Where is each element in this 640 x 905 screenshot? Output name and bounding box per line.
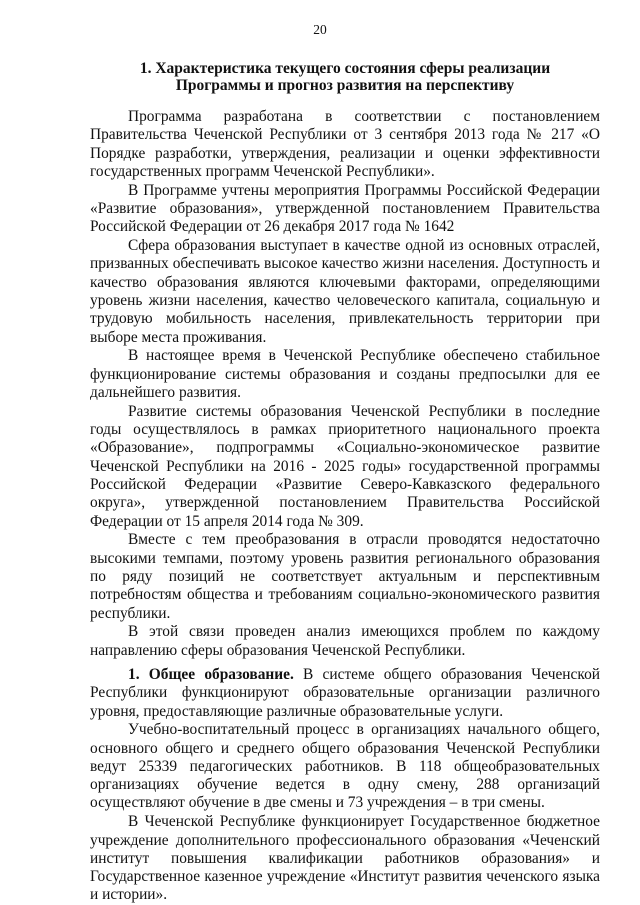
section-heading-line-2: Программы и прогноз развития на перспективу <box>175 77 515 94</box>
paragraph-general-education <box>90 666 600 721</box>
document-body <box>90 108 600 905</box>
general-education-lead: 1. Общее образование. <box>128 665 294 683</box>
paragraph-problem-analysis: В этой связи проведен анализ имеющихся проблем по каждому направлению сферы образования Чеченской Республики. <box>90 623 600 659</box>
paragraph-education-sphere: Сфера образования выступает в качестве одной из основных отраслей, призванных обеспечивать высокое качество жизни населения. Доступность и качество образования являются ключевыми факторами, определяющими уровень жизни населения, качество человеческого капитала, социальную и трудовую мобильность населения, привлекательность территории при выборе места проживания. <box>90 237 600 346</box>
section-heading <box>90 60 600 94</box>
paragraph-slow-transformation: Вместе с тем преобразования в отрасли проводятся недостаточно высокими темпами, поэтому уровень развития регионального образования по ряду позиций не соответствует актуальным и перспективным потребностям общества и требованиям социально-экономического развития республики. <box>90 531 600 622</box>
paragraph-development-history: Развитие системы образования Чеченской Республики в последние годы осуществлялось в рамках приоритетного национального проекта «Образование», подпрограммы «Социально-экономическое развитие Чеченской Республики на 2016 - 2025 годы» государственной программы Российской Федерации «Развитие Северо-Кавказского федерального округа», утвержденной постановлением Правительства Российской Федерации от 15 апреля 2014 года № 309. <box>90 402 600 530</box>
general-education-text: В системе общего образования Чеченской Республики функционируют образовательные организации различного уровня, предоставляющие различные образовательные услуги. <box>90 665 600 720</box>
paragraph-institutions: В Чеченской Республике функционирует Государственное бюджетное учреждение дополнительного профессионального образования «Чеченский институт повышения квалификации работников образования» и Государственное казенное учреждение «Институт развития чеченского языка и истории». <box>90 813 600 904</box>
paragraph-current-state: В настоящее время в Чеченской Республике обеспечено стабильное функционирование системы образования и созданы предпосылки для ее дальнейшего развития. <box>90 347 600 401</box>
paragraph-program-basis: Программа разработана в соответствии с постановлением Правительства Чеченской Республики от 3 сентября 2013 года № 217 «О Порядке разработки, утверждения, реализации и оценки эффективности государственных программ Чеченской Республики». <box>90 108 600 180</box>
paragraph-federal-program: В Программе учтены мероприятия Программы Российской Федерации «Развитие образования», утвержденной постановлением Правительства Российской Федерации от 26 декабря 2017 года № 1642 <box>90 181 600 236</box>
page-number: 20 <box>313 22 327 37</box>
paragraph-teaching-staff: Учебно-воспитательный процесс в организациях начального общего, основного общего и среднего общего образования Чеченской Республики ведут 25339 педагогических работников. В 118 общеобразовательных организациях обучение ведется в одну смену, 288 организаций осуществляют обучение в две смены и 73 учреждения – в три смены. <box>90 721 600 812</box>
section-heading-line-1: 1. Характеристика текущего состояния сферы реализации <box>139 60 551 77</box>
